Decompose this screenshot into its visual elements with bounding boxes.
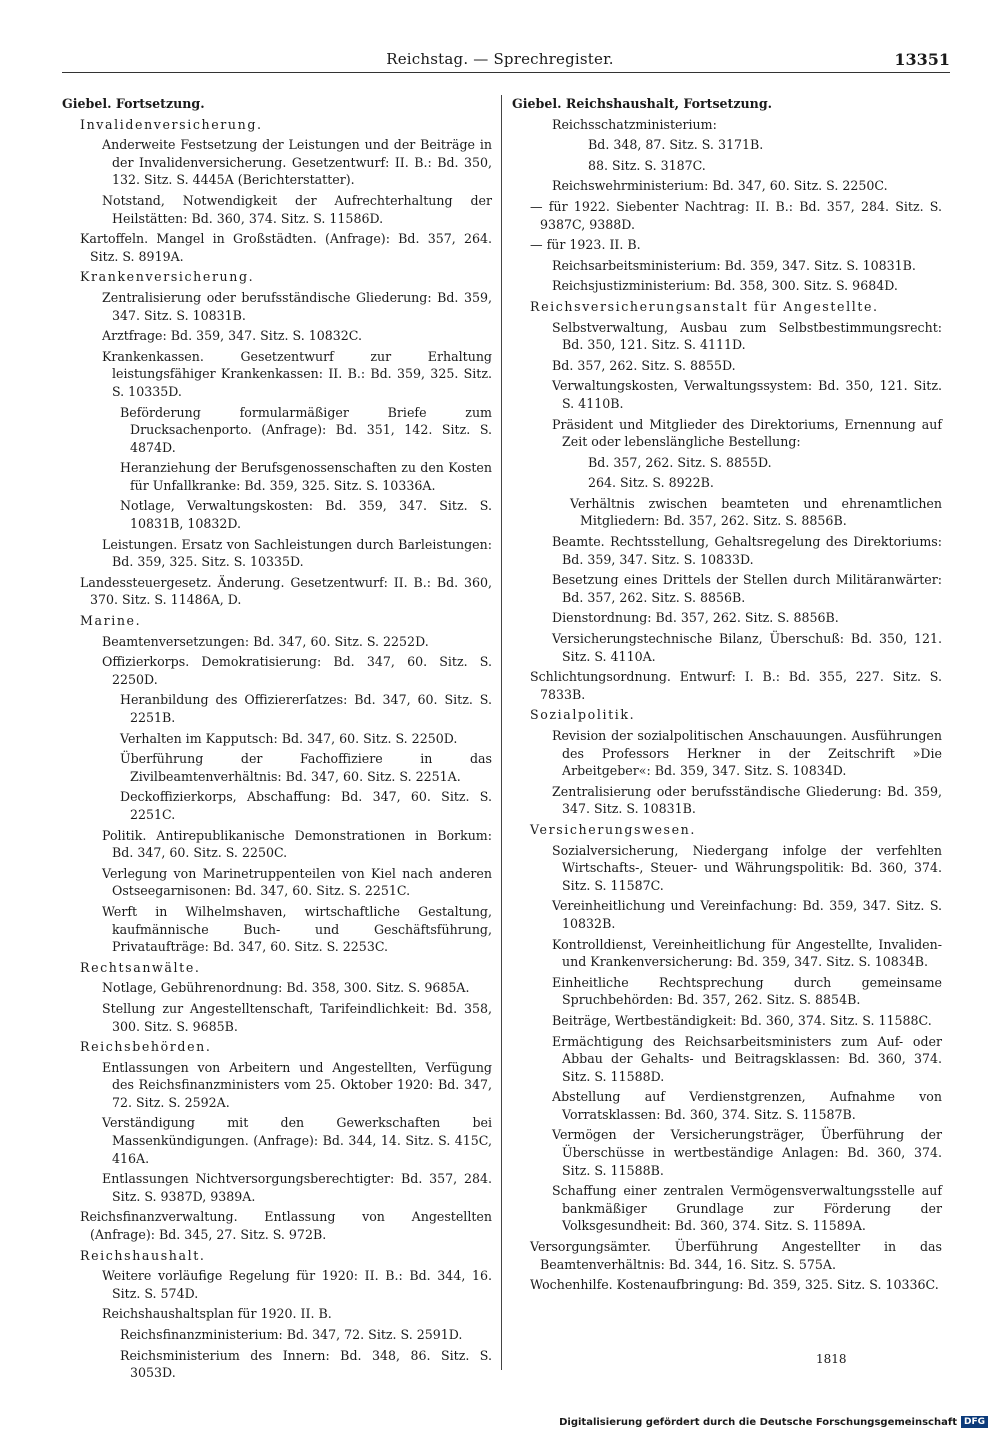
- register-entry: Verlegung von Marinetruppenteilen von Kiel nach anderen Ostseegarnisonen: Bd. 347, 60. Sitz. S. 2251C.: [102, 865, 492, 899]
- register-entry: Kartoffeln. Mangel in Großstädten. (Anfrage): Bd. 357, 264. Sitz. S. 8919A.: [80, 231, 492, 264]
- register-entry: Einheitliche Rechtsprechung durch gemeinsame Spruchbehörden: Bd. 357, 262. Sitz. S. 8854B.: [552, 974, 942, 1008]
- register-entry: Anderweite Festsetzung der Leistungen und der Beiträge in der Invalidenversicherung. Gesetzentwurf: II. B.: Bd. 350, 132. Sitz. S. 4445A (Berichterstatter).: [102, 137, 492, 188]
- register-entry: Bd. 357, 262. Sitz. S. 8855D.: [588, 454, 772, 470]
- register-entry: Bd. 348, 87. Sitz. S. 3171B.: [588, 137, 764, 153]
- register-entry: Reichshaushalt.: [80, 1247, 206, 1263]
- left-column: [62, 95, 492, 1385]
- register-entry: Reichsbehörden.: [80, 1039, 212, 1055]
- register-entry: — für 1923. II. B.: [530, 237, 641, 253]
- register-entry: Selbstverwaltung, Ausbau zum Selbstbestimmungsrecht: Bd. 350, 121. Sitz. S. 4111D.: [552, 319, 942, 353]
- register-entry: Heranbildung des Offiziererſatzes: Bd. 347, 60. Sitz. S. 2251B.: [120, 692, 492, 725]
- register-entry: Rechtsanwälte.: [80, 959, 201, 975]
- register-entry: Krankenkassen. Gesetzentwurf zur Erhaltung leistungsfähiger Krankenkassen: II. B.: Bd. 359, 325. Sitz. S. 10335D.: [102, 348, 492, 399]
- register-entry: Entlassungen Nichtversorgungsberechtigter: Bd. 357, 284. Sitz. S. 9387D, 9389A.: [102, 1171, 492, 1204]
- digitization-credit: [559, 1416, 988, 1428]
- register-entry: Weitere vorläufige Regelung für 1920: II. B.: Bd. 344, 16. Sitz. S. 574D.: [102, 1268, 492, 1301]
- register-entry: 88. Sitz. S. 3187C.: [588, 157, 706, 173]
- page-number: 13351: [894, 50, 950, 69]
- register-entry: Krankenversicherung.: [80, 269, 255, 285]
- register-entry: Reichsministerium des Innern: Bd. 348, 86. Sitz. S. 3053D.: [120, 1347, 492, 1381]
- register-entry: Vermögen der Versicherungsträger, Überführung der Überschüsse in wertbeständige Anlagen: Bd. 360, 374. Sitz. S. 11588B.: [552, 1127, 942, 1178]
- register-entry: Zentralisierung oder berufsständische Gliederung: Bd. 359, 347. Sitz. S. 10831B.: [552, 783, 942, 817]
- register-entry: Leistungen. Ersatz von Sachleistungen durch Barleistungen: Bd. 359, 325. Sitz. S. 10335D.: [102, 536, 492, 570]
- register-entry: Stellung zur Angestelltenschaft, Tarifeindlichkeit: Bd. 358, 300. Sitz. S. 9685B.: [102, 1000, 492, 1034]
- register-entry: Versorgungsämter. Überführung Angestellter in das Beamtenverhältnis: Bd. 344, 16. Sitz. S. 575A.: [530, 1239, 942, 1272]
- register-entry: Schlichtungsordnung. Entwurf: I. B.: Bd. 355, 227. Sitz. S. 7833B.: [530, 669, 942, 702]
- register-entry: Abstellung auf Verdienstgrenzen, Aufnahme von Vorratsklassen: Bd. 360, 374. Sitz. S. 11587B.: [552, 1089, 942, 1122]
- column-divider: [501, 95, 502, 1370]
- register-entry: Verwaltungskosten, Verwaltungssystem: Bd. 350, 121. Sitz. S. 4110B.: [552, 378, 942, 411]
- header-title: Reichstag. — Sprechregister.: [386, 50, 614, 68]
- register-entry: Beamtenversetzungen: Bd. 347, 60. Sitz. S. 2252D.: [102, 633, 429, 649]
- register-entry: Präsident und Mitglieder des Direktoriums, Ernennung auf Zeit oder lebenslängliche Bestellung:: [552, 416, 942, 450]
- register-entry: Heranziehung der Berufsgenossenschaften zu den Kosten für Unfallkranke: Bd. 359, 325. Sitz. S. 10336A.: [120, 460, 492, 493]
- register-entry: Beamte. Rechtsstellung, Gehaltsregelung des Direktoriums: Bd. 359, 347. Sitz. S. 10833D.: [552, 534, 942, 567]
- register-entry: Reichsschatzministerium:: [552, 116, 717, 132]
- register-entry: Reichsfinanzverwaltung. Entlassung von Angestellten (Anfrage): Bd. 345, 27. Sitz. S. 972B.: [80, 1209, 492, 1243]
- register-entry: Dienstordnung: Bd. 357, 262. Sitz. S. 8856B.: [552, 610, 839, 626]
- register-entry: Sozialpolitik.: [530, 707, 636, 723]
- register-entry: Politik. Antirepublikanische Demonstrationen in Borkum: Bd. 347, 60. Sitz. S. 2250C.: [102, 827, 492, 861]
- register-entry: Werft in Wilhelmshaven, wirtschaftliche Gestaltung, kaufmännische Buch- und Geschäftsführung, Privataufträge: Bd. 347, 60. Sitz. S. 2253C.: [102, 903, 492, 955]
- register-entry: Ermächtigung des Reichsarbeitsministers zum Auf- oder Abbau der Gehalts- und Beitragsklassen: Bd. 360, 374. Sitz. S. 11588D.: [552, 1033, 942, 1084]
- register-entry: Reichswehrministerium: Bd. 347, 60. Sitz. S. 2250C.: [552, 178, 888, 194]
- header-rule: [62, 72, 950, 73]
- register-entry: Wochenhilfe. Kostenaufbringung: Bd. 359, 325. Sitz. S. 10336C.: [530, 1277, 939, 1293]
- register-entry: Entlassungen von Arbeitern und Angestellten, Verfügung des Reichsfinanzministers vom 25. Oktober 1920: Bd. 347, 72. Sitz. S. 2592A.: [102, 1059, 492, 1110]
- register-entry: Beförderung formularmäßiger Briefe zum Drucksachenporto. (Anfrage): Bd. 351, 142. Sitz. S. 4874D.: [120, 404, 492, 455]
- register-entry: Reichsarbeitsministerium: Bd. 359, 347. Sitz. S. 10831B.: [552, 257, 916, 273]
- register-entry: Verständigung mit den Gewerkschaften bei Massenkündigungen. (Anfrage): Bd. 344, 14. Sitz. S. 415C, 416A.: [102, 1115, 492, 1166]
- register-entry: Invalidenversicherung.: [80, 116, 263, 132]
- folio-number: 1818: [816, 1352, 847, 1366]
- register-entry: Verhalten im Kapputsch: Bd. 347, 60. Sitz. S. 2250D.: [120, 730, 458, 746]
- register-entry: Reichshaushaltsplan für 1920. II. B.: [102, 1306, 332, 1322]
- register-entry: Notlage, Verwaltungskosten: Bd. 359, 347. Sitz. S. 10831B, 10832D.: [120, 498, 492, 532]
- register-entry: Reichsjustizministerium: Bd. 358, 300. Sitz. S. 9684D.: [552, 278, 898, 294]
- right-column: [512, 95, 942, 1297]
- register-entry: Arztfrage: Bd. 359, 347. Sitz. S. 10832C.: [102, 328, 362, 344]
- register-entry: Verhältnis zwischen beamteten und ehrenamtlichen Mitgliedern: Bd. 357, 262. Sitz. S. 8856B.: [570, 495, 942, 529]
- register-entry: Versicherungswesen.: [530, 821, 696, 837]
- register-entry: Schaffung einer zentralen Vermögensverwaltungsstelle auf bankmäßiger Grundlage zur Förderung der Volksgesundheit: Bd. 360, 374. Sitz. S. 11589A.: [552, 1183, 942, 1234]
- register-entry: Reichsfinanzministerium: Bd. 347, 72. Sitz. S. 2591D.: [120, 1327, 463, 1342]
- register-entry: Notlage, Gebührenordnung: Bd. 358, 300. Sitz. S. 9685A.: [102, 980, 470, 996]
- register-entry: Revision der sozialpolitischen Anschauungen. Ausführungen des Professors Herkner in der Zeitschrift »Die Arbeitgeber«: Bd. 359, 347. Sitz. S. 10834D.: [552, 728, 942, 779]
- register-entry: Deckoffizierkorps, Abschaffung: Bd. 347, 60. Sitz. S. 2251C.: [120, 789, 492, 822]
- register-entry: — für 1922. Siebenter Nachtrag: II. B.: Bd. 357, 284. Sitz. S. 9387C, 9388D.: [530, 198, 942, 232]
- register-entry: Landessteuergesetz. Änderung. Gesetzentwurf: II. B.: Bd. 360, 370. Sitz. S. 11486A, D.: [80, 574, 492, 608]
- register-entry: Notstand, Notwendigkeit der Aufrechterhaltung der Heilstätten: Bd. 360, 374. Sitz. S. 11586D.: [102, 192, 492, 226]
- register-entry: Reichsversicherungsanstalt für Angestellte.: [530, 298, 879, 314]
- register-entry: 264. Sitz. S. 8922B.: [588, 475, 714, 491]
- register-entry: Besetzung eines Drittels der Stellen durch Militäranwärter: Bd. 357, 262. Sitz. S. 8856B.: [552, 572, 942, 605]
- entry-heading: Giebel. Reichshaushalt, Fortsetzung.: [512, 96, 773, 111]
- entry-heading: Giebel. Fortsetzung.: [62, 96, 205, 111]
- register-entry: Marine.: [80, 613, 142, 629]
- register-entry: Kontrolldienst, Vereinheitlichung für Angestellte, Invaliden- und Krankenversicherung: Bd. 359, 347. Sitz. S. 10834B.: [552, 936, 942, 970]
- register-entry: Offizierkorps. Demokratisierung: Bd. 347, 60. Sitz. S. 2250D.: [102, 654, 492, 687]
- register-entry: Beiträge, Wertbeständigkeit: Bd. 360, 374. Sitz. S. 11588C.: [552, 1012, 932, 1028]
- register-entry: Bd. 357, 262. Sitz. S. 8855D.: [552, 357, 736, 373]
- register-entry: Überführung der Fachoffiziere in das Zivilbeamtenverhältnis: Bd. 347, 60. Sitz. S. 2251A.: [120, 751, 492, 784]
- dfg-logo: DFG: [961, 1416, 988, 1428]
- register-entry: Versicherungstechnische Bilanz, Überschuß: Bd. 350, 121. Sitz. S. 4110A.: [552, 631, 942, 664]
- credit-text: Digitalisierung gefördert durch die Deutsche Forschungsgemeinschaft: [559, 1416, 957, 1428]
- register-entry: Sozialversicherung, Niedergang infolge der verfehlten Wirtschafts-, Steuer- und Währungspolitik: Bd. 360, 374. Sitz. S. 11587C.: [552, 842, 942, 893]
- register-entry: Zentralisierung oder berufsständische Gliederung: Bd. 359, 347. Sitz. S. 10831B.: [102, 289, 492, 323]
- register-entry: Vereinheitlichung und Vereinfachung: Bd. 359, 347. Sitz. S. 10832B.: [552, 898, 942, 931]
